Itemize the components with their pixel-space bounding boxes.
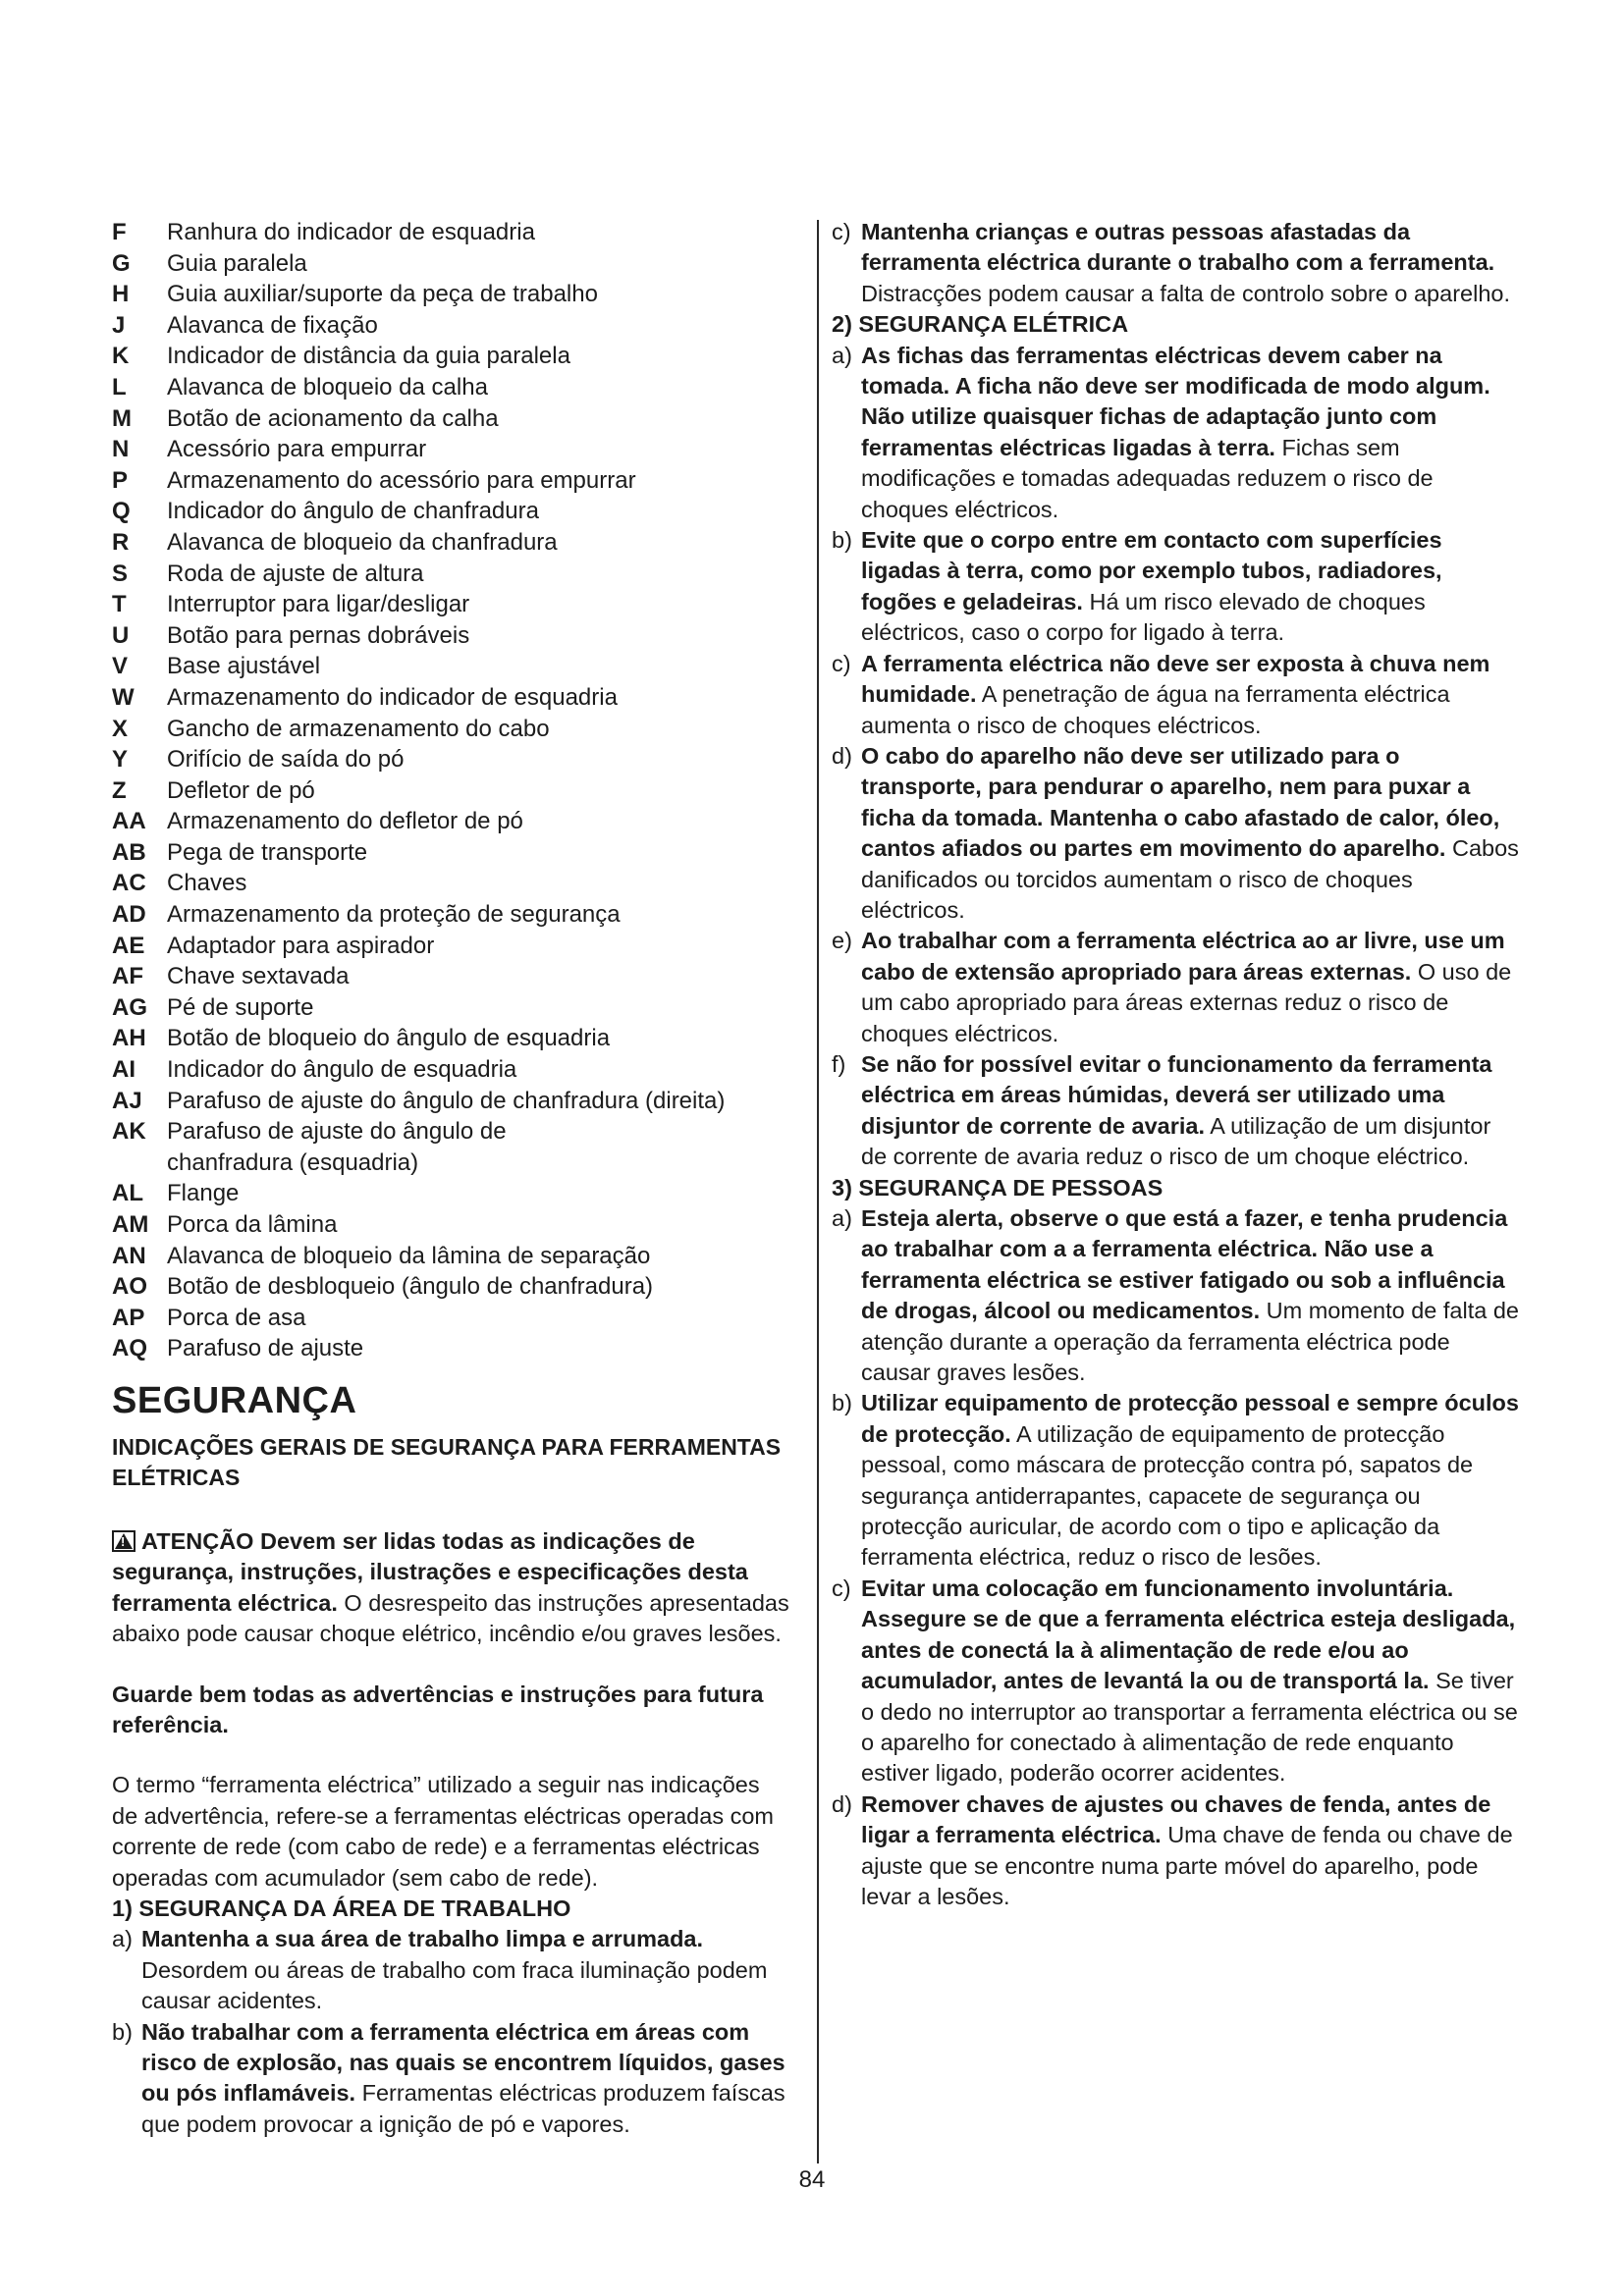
legend-code: AI bbox=[112, 1056, 135, 1084]
legend-code: AF bbox=[112, 963, 143, 990]
legend-code: AC bbox=[112, 870, 146, 897]
legend-code: W bbox=[112, 683, 135, 711]
legend-item bbox=[112, 1271, 789, 1303]
legend-text: Armazenamento da proteção de segurança bbox=[167, 901, 621, 929]
legend-code: AO bbox=[112, 1273, 147, 1301]
legend-code: AG bbox=[112, 993, 147, 1021]
legend-item bbox=[112, 1241, 789, 1272]
section-subtitle: INDICAÇÕES GERAIS DE SEGURANÇA PARA FERRAMENTAS ELÉTRICAS bbox=[112, 1433, 782, 1490]
legend-code: Q bbox=[112, 498, 131, 525]
legend-text: Porca de asa bbox=[167, 1304, 306, 1331]
legend-code: AK bbox=[112, 1118, 146, 1146]
legend-item bbox=[112, 775, 789, 807]
left-column bbox=[112, 217, 789, 2140]
legend-code: Z bbox=[112, 776, 127, 804]
legend-text: Parafuso de ajuste do ângulo de bbox=[167, 1118, 507, 1146]
list-item: e) Ao trabalhar com a ferramenta eléctrica ao ar livre, use um cabo de extensão apropriado para áreas externas. O uso de um cabo apropriado para áreas externas reduz o risco de choques eléctricos. bbox=[832, 928, 1512, 1046]
legend-code: AQ bbox=[112, 1335, 147, 1362]
legend-item bbox=[112, 1116, 789, 1148]
legend-text: Indicador do ângulo de esquadria bbox=[167, 1056, 517, 1084]
legend-item bbox=[112, 589, 789, 620]
legend-code: K bbox=[112, 343, 130, 370]
right-column bbox=[832, 217, 1519, 1912]
legend-code: AM bbox=[112, 1211, 149, 1238]
legend-item bbox=[112, 931, 789, 962]
list-item: b) Utilizar equipamento de protecção pessoal e sempre óculos de protecção. A utilização de equipamento de protecção pessoal, como máscara de protecção contra pó, sapatos de segurança antiderrapantes, capacete de segurança ou protecção auricular, de acordo com o tipo e aplicação da ferramenta eléctrica, reduz o risco de lesões. bbox=[832, 1390, 1519, 1571]
list-item: f) Se não for possível evitar o funcionamento da ferramenta eléctrica em áreas húmidas, deverá ser utilizado uma disjuntor de corrente de avaria. A utilização de um disjuntor de corrente de avaria reduz o risco de um choque eléctrico. bbox=[832, 1050, 1492, 1170]
legend-text: Armazenamento do defletor de pó bbox=[167, 808, 523, 835]
legend-item bbox=[112, 279, 789, 310]
page-number: 84 bbox=[798, 2166, 826, 2193]
legend-text: Alavanca de fixação bbox=[167, 311, 378, 339]
legend-code: AH bbox=[112, 1025, 146, 1052]
legend-text: Indicador de distância da guia paralela bbox=[167, 343, 570, 370]
legend-code: AJ bbox=[112, 1087, 142, 1114]
legend-code: F bbox=[112, 219, 127, 245]
legend-text: Ranhura do indicador de esquadria bbox=[167, 219, 535, 245]
legend-item bbox=[112, 403, 789, 435]
list-item: b) Evite que o corpo entre em contacto com superfícies ligadas à terra, como por exemplo tubos, radiadores, fogões e geladeiras. Há um risco elevado de choques eléctricos, caso o corpo for ligado à terra. bbox=[832, 527, 1442, 646]
legend-text: Indicador do ângulo de chanfradura bbox=[167, 498, 539, 525]
legend-text: Guia auxiliar/suporte da peça de trabalho bbox=[167, 281, 598, 308]
list-item: c) Mantenha crianças e outras pessoas afastadas da ferramenta eléctrica durante o trabalho com a ferramenta. Distracções podem causar a falta de controlo sobre o aparelho. bbox=[832, 219, 1510, 306]
work-area-heading: 1) SEGURANÇA DA ÁREA DE TRABALHO bbox=[112, 1896, 571, 1922]
keep-instructions: Guarde bem todas as advertências e instruções para futura referência. bbox=[112, 1681, 764, 1737]
legend-item bbox=[112, 1303, 789, 1334]
legend-item bbox=[112, 620, 789, 652]
legend-code: H bbox=[112, 281, 130, 308]
list-item: a) Mantenha a sua área de trabalho limpa e arrumada. Desordem ou áreas de trabalho com fraca iluminação podem causar acidentes. bbox=[112, 1926, 768, 2014]
legend-code: AD bbox=[112, 901, 146, 929]
legend-item bbox=[112, 744, 789, 775]
legend-text: Base ajustável bbox=[167, 653, 321, 680]
legend-item bbox=[112, 1023, 789, 1054]
legend-code: X bbox=[112, 715, 129, 742]
legend-item bbox=[112, 527, 789, 559]
legend-item bbox=[112, 651, 789, 682]
legend-text: Gancho de armazenamento do cabo bbox=[167, 715, 550, 742]
legend-code: AA bbox=[112, 808, 146, 835]
legend-code: N bbox=[112, 436, 130, 463]
parts-legend bbox=[112, 217, 789, 1364]
legend-item bbox=[112, 1333, 789, 1364]
list-item: a) As fichas das ferramentas eléctricas devem caber na tomada. A ficha não deve ser modificada de modo algum. Não utilize quaisquer fichas de adaptação junto com ferramentas eléctricas ligadas à terra. Fichas sem modificações e tomadas adequadas reduzem o risco de choques eléctricos. bbox=[832, 342, 1490, 522]
legend-item bbox=[112, 310, 789, 342]
legend-text: Orifício de saída do pó bbox=[167, 746, 405, 774]
legend-code: J bbox=[112, 311, 126, 339]
legend-text: Acessório para empurrar bbox=[167, 436, 427, 463]
legend-text: Pé de suporte bbox=[167, 993, 314, 1021]
legend-item bbox=[112, 1209, 789, 1241]
legend-item bbox=[112, 248, 789, 280]
legend-code: V bbox=[112, 653, 129, 680]
list-item: c) A ferramenta eléctrica não deve ser exposta à chuva nem humidade. A penetração de água na ferramenta eléctrica aumenta o risco de choques eléctricos. bbox=[832, 650, 1490, 738]
legend-text: Botão de bloqueio do ângulo de esquadria bbox=[167, 1025, 611, 1052]
electrical-safety-heading: 2) SEGURANÇA ELÉTRICA bbox=[832, 311, 1129, 338]
section-title: SEGURANÇA bbox=[112, 1379, 357, 1421]
legend-text: Armazenamento do acessório para empurrar bbox=[167, 466, 636, 494]
legend-item bbox=[112, 899, 789, 931]
legend-text: Armazenamento do indicador de esquadria bbox=[167, 683, 618, 711]
term-definition: O termo “ferramenta eléctrica” utilizado a seguir nas indicações de advertência, refere-se a ferramentas eléctricas operadas com corrente de rede (com cabo de rede) e a ferramentas eléctricas operadas com acumulador (sem cabo de rede). bbox=[112, 1772, 774, 1891]
legend-code: R bbox=[112, 528, 130, 556]
legend-text: Botão de desbloqueio (ângulo de chanfradura) bbox=[167, 1273, 654, 1301]
legend-text: Guia paralela bbox=[167, 249, 307, 277]
legend-item bbox=[112, 434, 789, 465]
legend-text: Flange bbox=[167, 1180, 240, 1207]
legend-item bbox=[112, 496, 789, 527]
warning-triangle-icon bbox=[112, 1530, 135, 1552]
legend-code: P bbox=[112, 466, 129, 494]
legend-item bbox=[112, 341, 789, 372]
list-item: d) O cabo do aparelho não deve ser utilizado para o transporte, para pendurar o aparelho, nem para puxar a ficha da tomada. Mantenha o cabo afastado de calor, óleo, cantos afiados ou partes em movimento do aparelho. Cabos danificados ou torcidos aumentam o risco de choques eléctricos. bbox=[832, 742, 1519, 923]
legend-item bbox=[112, 1178, 789, 1209]
legend-text-continuation: chanfradura (esquadria) bbox=[167, 1148, 419, 1176]
list-item: d) Remover chaves de ajustes ou chaves de fenda, antes de ligar a ferramenta eléctrica. Uma chave de fenda ou chave de ajuste que se encontre numa parte móvel do aparelho, pode levar a lesões. bbox=[832, 1790, 1513, 1909]
legend-code: G bbox=[112, 249, 131, 277]
legend-item bbox=[112, 465, 789, 497]
legend-code: S bbox=[112, 560, 129, 587]
legend-code: T bbox=[112, 591, 127, 618]
list-item: b) Não trabalhar com a ferramenta eléctrica em áreas com risco de explosão, nas quais se encontrem líquidos, gases ou pós inflamáveis. Ferramentas eléctricas produzem faíscas que podem provocar a ignição de pó e vapores. bbox=[112, 2018, 785, 2137]
legend-text: Defletor de pó bbox=[167, 776, 315, 804]
list-item: a) Esteja alerta, observe o que está a fazer, e tenha prudencia ao trabalhar com a a ferramenta eléctrica. Não use a ferramenta eléctrica se estiver fatigado ou sob a influência de drogas, álcool ou medicamentos. Um momento de falta de atenção durante a operação da ferramenta eléctrica pode causar graves lesões. bbox=[832, 1205, 1519, 1386]
list-item: c) Evitar uma colocação em funcionamento involuntária. Assegure se de que a ferramenta eléctrica esteja desligada, antes de conectá la à alimentação de rede e/ou ao acumulador, antes de levantá la ou de transportá la. Se tiver o dedo no interruptor ao transportar a ferramenta eléctrica ou se o aparelho for conectado à alimentação de rede enquanto estiver ligado, poderão ocorrer acidentes. bbox=[832, 1575, 1518, 1787]
legend-item bbox=[112, 1054, 789, 1086]
legend-text: Interruptor para ligar/desligar bbox=[167, 591, 470, 618]
legend-item bbox=[112, 806, 789, 837]
warning-paragraph: !ATENÇÃO Devem ser lidas todas as indicações de segurança, instruções, ilustrações e especificações desta ferramenta eléctrica. O desrespeito das instruções apresentadas abaixo pode causar choque elétrico, incêndio e/ou graves lesões. bbox=[112, 1526, 789, 1650]
legend-item bbox=[112, 992, 789, 1024]
legend-item bbox=[112, 217, 789, 248]
legend-code: AN bbox=[112, 1242, 146, 1269]
legend-text: Porca da lâmina bbox=[167, 1211, 338, 1238]
legend-text: Parafuso de ajuste do ângulo de chanfradura (direita) bbox=[167, 1087, 726, 1114]
legend-item bbox=[112, 682, 789, 714]
legend-item bbox=[112, 559, 789, 590]
legend-item bbox=[112, 1086, 789, 1117]
legend-text: Roda de ajuste de altura bbox=[167, 560, 424, 587]
legend-code: M bbox=[112, 404, 132, 432]
legend-text: Chave sextavada bbox=[167, 963, 350, 990]
legend-code: AP bbox=[112, 1304, 145, 1331]
legend-text: Botão para pernas dobráveis bbox=[167, 621, 470, 649]
legend-code: AE bbox=[112, 932, 145, 959]
legend-text: Pega de transporte bbox=[167, 838, 368, 866]
legend-item bbox=[112, 837, 789, 869]
legend-code: Y bbox=[112, 746, 129, 774]
personal-safety-heading: 3) SEGURANÇA DE PESSOAS bbox=[832, 1174, 1164, 1201]
legend-item bbox=[112, 372, 789, 403]
legend-code: AL bbox=[112, 1180, 143, 1207]
legend-code: AB bbox=[112, 838, 146, 866]
legend-text: Alavanca de bloqueio da calha bbox=[167, 373, 488, 400]
legend-text: Chaves bbox=[167, 870, 247, 897]
legend-text: Parafuso de ajuste bbox=[167, 1335, 364, 1362]
legend-text: Alavanca de bloqueio da chanfradura bbox=[167, 528, 558, 556]
legend-item bbox=[112, 961, 789, 992]
legend-code: L bbox=[112, 373, 127, 400]
legend-item bbox=[112, 714, 789, 745]
legend-item bbox=[112, 868, 789, 899]
legend-text: Adaptador para aspirador bbox=[167, 932, 435, 959]
column-divider bbox=[817, 220, 819, 2163]
legend-text: Botão de acionamento da calha bbox=[167, 404, 499, 432]
legend-text: Alavanca de bloqueio da lâmina de separação bbox=[167, 1242, 651, 1269]
legend-code: U bbox=[112, 621, 130, 649]
